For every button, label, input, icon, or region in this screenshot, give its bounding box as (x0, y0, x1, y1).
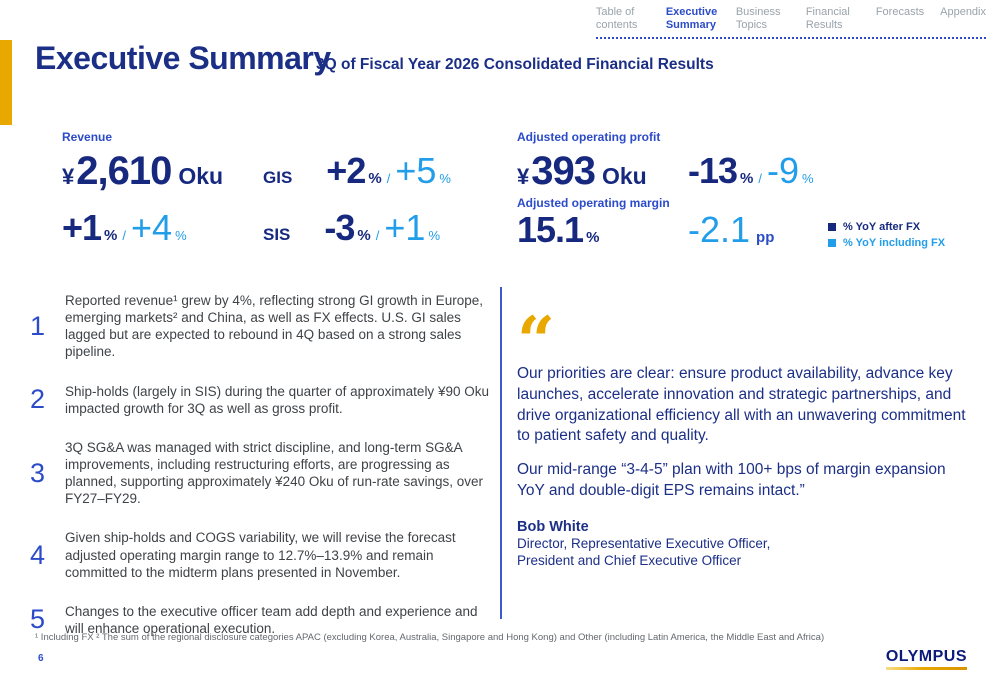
point-text: 3Q SG&A was managed with strict discipline, and long-term SG&A improvements, including restructuring efforts, are progressing as planned, supporting approximately ¥240 Oku of run-rate savings, over FY27–FY29. (65, 439, 483, 507)
slash-separator: / (758, 171, 762, 186)
accent-bar (0, 40, 12, 125)
slash-separator: / (386, 171, 391, 186)
olympus-logo-text: OLYMPUS (885, 648, 967, 665)
revenue-unit: Oku (178, 163, 224, 189)
adjusted-operating-margin-change-row (688, 209, 774, 251)
sis-yoy-including-fx: +1 (384, 207, 426, 248)
aom-change-unit: pp (756, 229, 775, 246)
nav-forecasts[interactable]: Forecasts (875, 6, 925, 18)
percent-sign: % (357, 227, 371, 244)
list-item (30, 439, 490, 508)
nav-table-of-contents[interactable]: Table of contents (595, 6, 638, 31)
revenue-value-row (62, 149, 223, 194)
fx-legend (828, 221, 945, 249)
ceo-quote-block (517, 302, 969, 570)
quote-author: Bob White (517, 518, 589, 535)
revenue-value: 2,610 (76, 149, 172, 193)
list-item (30, 529, 490, 580)
revenue-yoy-after-fx: +1 (62, 207, 102, 248)
percent-sign: % (740, 170, 754, 187)
top-navigation (596, 6, 986, 39)
quote-author-title: Director, Representative Executive Officer, (517, 535, 771, 551)
adjusted-operating-profit-value-row (517, 149, 660, 194)
adjusted-operating-profit-metric (517, 130, 660, 194)
summary-points-list (30, 292, 490, 637)
aop-currency: ¥ (517, 164, 530, 189)
nav-appendix[interactable]: Appendix (940, 6, 986, 18)
legend-swatch-after-fx-icon (828, 223, 836, 231)
aop-yoy-after-fx: -13 (688, 150, 738, 191)
page-subtitle: 3Q of Fiscal Year 2026 Consolidated Financial Results (316, 56, 714, 73)
percent-sign: % (428, 228, 440, 243)
percent-sign: % (104, 227, 118, 244)
percent-sign: % (802, 171, 814, 186)
legend-row-including-fx (828, 237, 945, 249)
percent-sign: % (175, 228, 187, 243)
revenue-label: Revenue (62, 130, 113, 144)
point-number: 2 (30, 384, 46, 415)
gis-yoy-row (263, 150, 451, 192)
point-number: 1 (30, 310, 46, 341)
logo-underline (886, 667, 967, 670)
quote-icon: “ (517, 302, 555, 380)
list-item (30, 383, 490, 417)
footnote: ¹ Including FX ² The sum of the regional disclosure categories APAC (excluding Korea, Australia, Singapore and Hong Kong) and Other (including Latin America, the Middle East and Africa) (35, 632, 825, 643)
legend-row-after-fx (828, 221, 945, 233)
adjusted-operating-profit-label: Adjusted operating profit (517, 130, 661, 144)
gis-yoy-including-fx: +5 (395, 150, 437, 191)
revenue-currency: ¥ (62, 164, 75, 189)
point-number: 4 (30, 539, 46, 570)
percent-sign: % (368, 170, 382, 187)
list-item (30, 292, 490, 361)
aop-value: 393 (531, 149, 595, 193)
nav-financial-results[interactable]: Financial Results (805, 6, 850, 31)
percent-sign: % (439, 171, 451, 186)
legend-swatch-including-fx-icon (828, 239, 836, 247)
aop-yoy-including-fx: -9 (767, 150, 800, 191)
point-number: 3 (30, 457, 46, 488)
point-text: Changes to the executive officer team add depth and experience and will enhance operational execution. (65, 603, 478, 636)
legend-label-including-fx: % YoY including FX (843, 237, 946, 249)
page-number: 6 (38, 653, 44, 664)
gis-label: GIS (263, 168, 293, 187)
quote-paragraph: Our priorities are clear: ensure product availability, advance key launches, accelerate innovation and strategic partnerships, and drive organizational efficiency all with an unwavering commitment to patient safety and quality. (517, 365, 966, 445)
legend-label-after-fx: % YoY after FX (843, 221, 921, 233)
point-text: Ship-holds (largely in SIS) during the quarter of approximately ¥90 Oku impacted growth for 3Q as well as gross profit. (65, 383, 489, 416)
slash-separator: / (375, 228, 380, 243)
sis-yoy-row (263, 207, 440, 249)
aop-yoy-row (688, 150, 814, 192)
sis-label: SIS (263, 225, 291, 244)
point-number: 5 (30, 604, 46, 635)
olympus-logo (886, 648, 967, 670)
nav-business-topics[interactable]: Business Topics (735, 6, 781, 31)
point-text: Given ship-holds and COGS variability, we will revise the forecast adjusted operating margin range to 12.7%–13.9% and remain committed to the midterm plans presented in November. (65, 530, 456, 580)
sis-yoy-after-fx: -3 (324, 207, 355, 248)
quote-author-title: President and Chief Executive Officer (517, 553, 742, 569)
adjusted-operating-margin-label: Adjusted operating margin (517, 196, 670, 210)
page-title: Executive Summary (35, 40, 331, 76)
percent-sign: % (586, 229, 600, 246)
aop-unit: Oku (602, 163, 647, 189)
quote-paragraph: Our mid-range “3-4-5” plan with 100+ bps of margin expansion YoY and double-digit EPS remains intact.” (517, 461, 946, 499)
revenue-metric (62, 130, 223, 194)
nav-executive-summary[interactable]: Executive Summary (665, 6, 718, 31)
aom-value: 15.1 (517, 209, 584, 250)
vertical-divider (500, 287, 502, 619)
gis-yoy-after-fx: +2 (326, 150, 366, 191)
revenue-yoy-including-fx: +4 (131, 207, 173, 248)
aom-change-value: -2.1 (688, 209, 751, 250)
revenue-yoy-row (62, 207, 187, 249)
point-text: Reported revenue¹ grew by 4%, reflecting strong GI growth in Europe, emerging markets² and China, as well as FX effects. U.S. GI sales lagged but are expected to rebound in 4Q based on a strong sales pipeline. (65, 293, 483, 360)
slash-separator: / (122, 228, 127, 243)
adjusted-operating-margin-value-row (517, 209, 599, 251)
